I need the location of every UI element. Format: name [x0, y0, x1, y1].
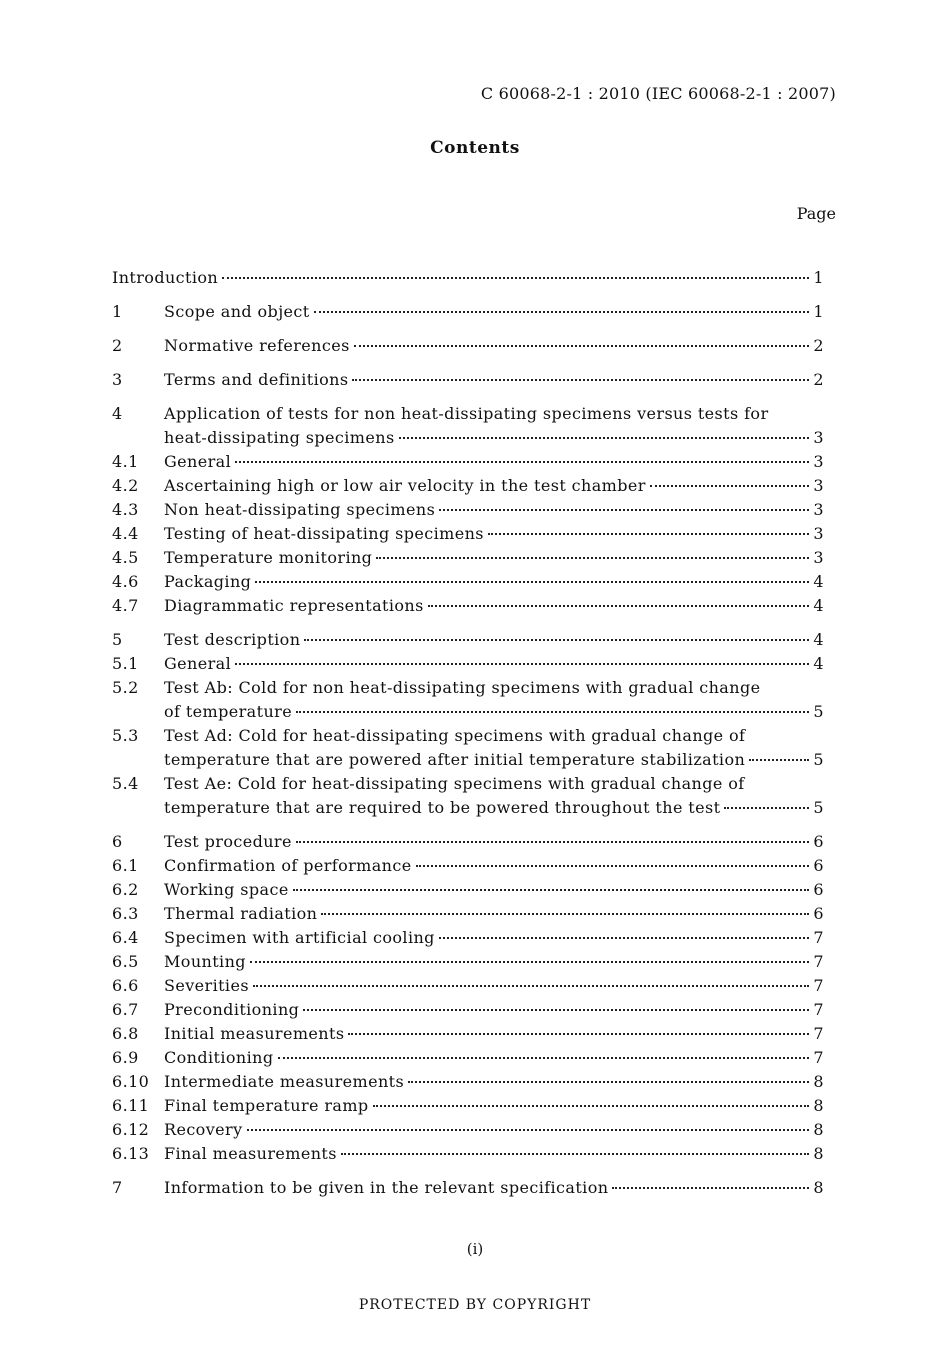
- dot-leader: [278, 1057, 810, 1059]
- toc-entry-page: 3: [813, 476, 824, 495]
- toc-entry-number: 5: [112, 630, 123, 649]
- dot-leader: [304, 639, 809, 641]
- toc-entry-number: 4.3: [112, 500, 139, 519]
- toc-entry[interactable]: [112, 878, 824, 902]
- toc-entry-title-line: Test Ab: Cold for non heat-dissipating specimens with gradual change: [164, 678, 761, 697]
- toc-entry-number: 6.7: [112, 1000, 139, 1019]
- toc-entry-title: Terms and definitions: [164, 370, 349, 389]
- toc-entry-page: 7: [813, 1024, 824, 1043]
- toc-entry-number: 5.3: [112, 726, 139, 745]
- toc-entry-number: 4: [112, 404, 123, 423]
- toc-entry[interactable]: [112, 950, 824, 974]
- toc-entry-page: 6: [813, 856, 824, 875]
- toc-entry-number: 6.12: [112, 1120, 150, 1139]
- toc-entry-title: General: [164, 452, 232, 471]
- dot-leader: [612, 1187, 809, 1189]
- toc-entry-title: Temperature monitoring: [164, 548, 373, 567]
- dot-leader: [293, 889, 809, 891]
- toc-entry-number: 6.4: [112, 928, 139, 947]
- toc-entry-page: 7: [813, 976, 824, 995]
- toc-entry-page: 2: [813, 370, 824, 389]
- toc-entry-title: Recovery: [164, 1120, 243, 1139]
- toc-entry-number: 6.6: [112, 976, 139, 995]
- toc-entry-title: Mounting: [164, 952, 246, 971]
- toc-entry[interactable]: [112, 1118, 824, 1142]
- toc-entry[interactable]: [112, 266, 824, 290]
- toc-entry[interactable]: [112, 830, 824, 854]
- toc-entry-number: 6.1: [112, 856, 139, 875]
- toc-entry-number: 5.4: [112, 774, 139, 793]
- toc-entry-number: 6: [112, 832, 123, 851]
- toc-entry[interactable]: [112, 1094, 824, 1118]
- toc-entry[interactable]: [112, 676, 824, 724]
- toc-entry-number: 5.2: [112, 678, 139, 697]
- toc-entry-page: 1: [813, 302, 824, 321]
- toc-entry[interactable]: [112, 570, 824, 594]
- toc-entry-page: 3: [813, 428, 824, 447]
- toc-entry-page: 1: [813, 268, 824, 287]
- dot-leader: [255, 581, 809, 583]
- toc-entry-title-line: Test Ae: Cold for heat-dissipating specimens with gradual change of: [164, 774, 745, 793]
- dot-leader: [439, 937, 809, 939]
- toc-entry-title: Ascertaining high or low air velocity in the test chamber: [164, 476, 646, 495]
- toc-entry[interactable]: [112, 1070, 824, 1094]
- dot-leader: [428, 605, 809, 607]
- toc-entry-page: 6: [813, 904, 824, 923]
- toc-entry-page: 6: [813, 880, 824, 899]
- dot-leader: [749, 759, 809, 761]
- toc-entry-title: Initial measurements: [164, 1024, 345, 1043]
- toc-entry-title: Information to be given in the relevant specification: [164, 1178, 609, 1197]
- toc-entry-title: Test procedure: [164, 832, 292, 851]
- toc-entry-title: Final measurements: [164, 1144, 337, 1163]
- toc-entry[interactable]: [112, 1046, 824, 1070]
- toc-entry-title: Scope and object: [164, 302, 310, 321]
- toc-entry-title: Non heat-dissipating specimens: [164, 500, 436, 519]
- toc-entry-title: heat-dissipating specimens: [164, 428, 395, 447]
- toc-entry[interactable]: [112, 300, 824, 324]
- toc-entry-page: 7: [813, 952, 824, 971]
- toc-entry-number: 4.7: [112, 596, 139, 615]
- toc-entry-number: 4.2: [112, 476, 139, 495]
- toc-entry-page: 4: [813, 596, 824, 615]
- toc-entry[interactable]: [112, 724, 824, 772]
- dot-leader: [321, 913, 809, 915]
- dot-leader: [314, 311, 809, 313]
- toc-entry-title: Intermediate measurements: [164, 1072, 405, 1091]
- dot-leader: [250, 961, 809, 963]
- dot-leader: [399, 437, 809, 439]
- toc-entry-title: Conditioning: [164, 1048, 274, 1067]
- toc-entry-title: of temperature: [164, 702, 293, 721]
- toc-entry-page: 3: [813, 548, 824, 567]
- toc-entry-page: 3: [813, 500, 824, 519]
- toc-entry[interactable]: [112, 772, 824, 820]
- dot-leader: [235, 461, 809, 463]
- toc-entry[interactable]: [112, 498, 824, 522]
- toc-entry[interactable]: [112, 974, 824, 998]
- toc-entry-page: 4: [813, 654, 824, 673]
- toc-entry-page: 8: [813, 1096, 824, 1115]
- toc-entry-page: 8: [813, 1072, 824, 1091]
- toc-entry-number: 6.5: [112, 952, 139, 971]
- footer-page-number: (i): [466, 1240, 484, 1258]
- dot-leader: [724, 807, 809, 809]
- dot-leader: [247, 1129, 809, 1131]
- toc-entry[interactable]: [112, 368, 824, 392]
- toc-entry-title: Normative references: [164, 336, 350, 355]
- toc-entry-title: Testing of heat-dissipating specimens: [164, 524, 484, 543]
- dot-leader: [373, 1105, 809, 1107]
- dot-leader: [222, 277, 809, 279]
- toc-entry-title: Final temperature ramp: [164, 1096, 369, 1115]
- toc-entry[interactable]: [112, 1176, 824, 1200]
- toc-entry[interactable]: [112, 1022, 824, 1046]
- toc-entry-number: 6.11: [112, 1096, 150, 1115]
- dot-leader: [348, 1033, 809, 1035]
- toc-entry[interactable]: [112, 546, 824, 570]
- toc-entry[interactable]: [112, 998, 824, 1022]
- toc-entry-number: 6.2: [112, 880, 139, 899]
- standard-code: C 60068-2-1 : 2010 (IEC 60068-2-1 : 2007): [480, 84, 836, 103]
- toc-entry[interactable]: [112, 854, 824, 878]
- copyright-notice: PROTECTED BY COPYRIGHT: [358, 1297, 592, 1313]
- toc-entry-number: 4.1: [112, 452, 139, 471]
- toc-entry-number: 6.8: [112, 1024, 139, 1043]
- toc-entry-page: 8: [813, 1144, 824, 1163]
- toc-entry-page: 3: [813, 452, 824, 471]
- toc-entry-page: 5: [813, 750, 824, 769]
- toc-entry-number: 6.10: [112, 1072, 150, 1091]
- toc-entry-number: 6.9: [112, 1048, 139, 1067]
- toc-entry-title-line: Application of tests for non heat-dissipating specimens versus tests for: [164, 404, 769, 423]
- toc-entry-title: Severities: [164, 976, 249, 995]
- toc-entry-page: 7: [813, 1000, 824, 1019]
- dot-leader: [376, 557, 809, 559]
- toc-entry-page: 3: [813, 524, 824, 543]
- toc-entry-number: 7: [112, 1178, 123, 1197]
- toc-entry-page: 6: [813, 832, 824, 851]
- toc-entry-page: 8: [813, 1178, 824, 1197]
- dot-leader: [296, 711, 809, 713]
- toc-entry-title: Diagrammatic representations: [164, 596, 424, 615]
- toc-entry-number: 6.13: [112, 1144, 150, 1163]
- toc-entry-page: 2: [813, 336, 824, 355]
- toc-entry[interactable]: [112, 902, 824, 926]
- page-column-label: Page: [796, 204, 836, 223]
- toc-entry-number: 6.3: [112, 904, 139, 923]
- toc-entry[interactable]: [112, 926, 824, 950]
- toc-entry-page: 5: [813, 702, 824, 721]
- dot-leader: [352, 379, 809, 381]
- dot-leader: [235, 663, 809, 665]
- toc-entry-number: 4.4: [112, 524, 139, 543]
- dot-leader: [303, 1009, 809, 1011]
- toc-entry[interactable]: [112, 474, 824, 498]
- toc-entry-title: Introduction: [112, 268, 219, 287]
- toc-entry-number: 4.6: [112, 572, 139, 591]
- toc-entry-page: 7: [813, 1048, 824, 1067]
- toc-entry[interactable]: [112, 652, 824, 676]
- toc-entry[interactable]: [112, 450, 824, 474]
- toc-entry-title: Packaging: [164, 572, 252, 591]
- toc-entry-page: 4: [813, 572, 824, 591]
- table-of-contents: [112, 266, 824, 1200]
- dot-leader: [650, 485, 809, 487]
- toc-entry[interactable]: [112, 594, 824, 618]
- toc-entry-title: Thermal radiation: [164, 904, 318, 923]
- toc-entry-title: temperature that are powered after initial temperature stabilization: [164, 750, 746, 769]
- toc-entry-number: 2: [112, 336, 123, 355]
- toc-entry-title: Preconditioning: [164, 1000, 300, 1019]
- toc-entry-number: 5.1: [112, 654, 139, 673]
- toc-entry-page: 7: [813, 928, 824, 947]
- toc-entry-title: Working space: [164, 880, 289, 899]
- dot-leader: [408, 1081, 809, 1083]
- toc-entry-page: 4: [813, 630, 824, 649]
- toc-entry[interactable]: [112, 1142, 824, 1166]
- toc-entry-title-line: Test Ad: Cold for heat-dissipating specimens with gradual change of: [164, 726, 746, 745]
- toc-entry-title: Confirmation of performance: [164, 856, 412, 875]
- dot-leader: [253, 985, 809, 987]
- toc-entry-number: 1: [112, 302, 123, 321]
- toc-entry[interactable]: [112, 522, 824, 546]
- toc-entry-title: Specimen with artificial cooling: [164, 928, 435, 947]
- dot-leader: [354, 345, 809, 347]
- dot-leader: [296, 841, 809, 843]
- toc-entry-title: Test description: [164, 630, 301, 649]
- toc-entry-title: temperature that are required to be powered throughout the test: [164, 798, 721, 817]
- toc-entry-number: 3: [112, 370, 123, 389]
- page-title: Contents: [430, 138, 520, 158]
- dot-leader: [488, 533, 809, 535]
- toc-entry[interactable]: [112, 402, 824, 450]
- dot-leader: [416, 865, 809, 867]
- toc-entry-page: 8: [813, 1120, 824, 1139]
- toc-entry[interactable]: [112, 334, 824, 358]
- toc-entry-title: General: [164, 654, 232, 673]
- toc-entry[interactable]: [112, 628, 824, 652]
- dot-leader: [341, 1153, 809, 1155]
- toc-entry-page: 5: [813, 798, 824, 817]
- toc-entry-number: 4.5: [112, 548, 139, 567]
- dot-leader: [439, 509, 809, 511]
